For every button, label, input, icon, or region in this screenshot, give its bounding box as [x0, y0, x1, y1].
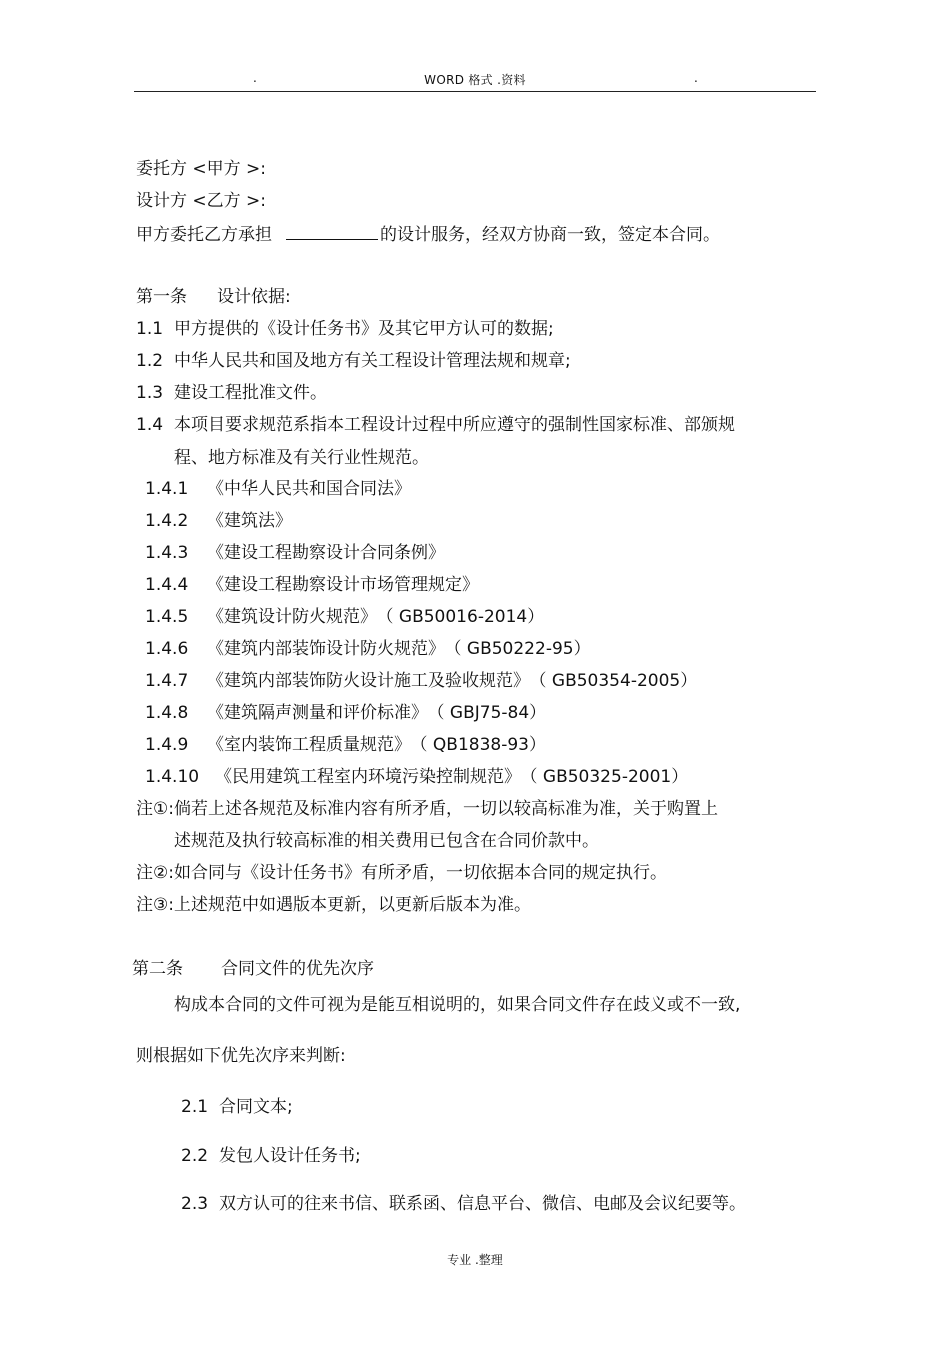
standard-item [145, 766, 688, 788]
item-text: 双方认可的往来书信、联系函、信息平台、微信、电邮及会议纪要等。 [219, 1194, 746, 1214]
list-item [181, 1096, 293, 1118]
standard-item [145, 510, 292, 532]
item-number: 2.3 [181, 1194, 209, 1214]
article1-heading [136, 286, 291, 308]
list-item [136, 350, 571, 372]
note-text: 上述规范中如遇版本更新，以更新后版本为准。 [173, 895, 531, 915]
list-item [181, 1145, 361, 1167]
standard-item [145, 734, 546, 756]
standard-item [145, 670, 697, 692]
list-item [136, 414, 735, 436]
note-text: 倘若上述各规范及标准内容有所矛盾，一切以较高标准为准，关于购置上 [173, 799, 718, 819]
client-line: 委托方 <甲方 >: [136, 159, 267, 179]
standard-item [145, 638, 591, 660]
standard-name: 《建筑内部装饰设计防火规范》 [207, 639, 445, 659]
article2-label: 第二条 [132, 959, 183, 979]
standard-number: 1.4.9 [145, 735, 189, 755]
standard-name: 《室内装饰工程质量规范》 [207, 735, 411, 755]
standard-name: 《建筑法》 [207, 511, 292, 531]
standard-name: 《民用建筑工程室内环境污染控制规范》 [215, 767, 521, 787]
article2-title: 合同文件的优先次序 [221, 959, 374, 979]
intro-suffix: 的设计服务，经双方协商一致，签定本合同。 [380, 225, 720, 245]
article2-paragraph-cont: 则根据如下优先次序来判断: [136, 1046, 346, 1066]
standard-name: 《建设工程勘察设计市场管理规定》 [207, 575, 479, 595]
item-text: 甲方提供的《设计任务书》及其它甲方认可的数据; [174, 319, 554, 339]
list-item [136, 318, 554, 340]
note-label: 注③: [136, 895, 174, 915]
item-continuation: 程、地方标准及有关行业性规范。 [174, 448, 429, 468]
note-label: 注②: [136, 863, 174, 883]
standard-item [145, 478, 411, 500]
list-item [181, 1193, 746, 1215]
standard-name: 《建筑隔声测量和评价标准》 [207, 703, 428, 723]
standard-code: （ GB50222-95） [453, 639, 591, 659]
standard-item [145, 702, 546, 724]
item-number: 1.2 [136, 351, 164, 371]
standard-item [145, 574, 479, 596]
note-item [136, 894, 531, 916]
header-right-mark: . [694, 71, 698, 85]
header-rule [134, 91, 816, 92]
item-number: 1.3 [136, 383, 164, 403]
note-label: 注①: [136, 799, 174, 819]
item-text: 发包人设计任务书; [219, 1146, 361, 1166]
item-number: 2.1 [181, 1097, 209, 1117]
item-text: 本项目要求规范系指本工程设计过程中所应遵守的强制性国家标准、部颁规 [174, 415, 735, 435]
standard-name: 《建设工程勘察设计合同条例》 [207, 543, 445, 563]
page-footer: 专业 .整理 [447, 1253, 503, 1267]
standard-number: 1.4.3 [145, 543, 189, 563]
intro-line [136, 224, 720, 246]
standard-code: （ GB50325-2001） [529, 767, 689, 787]
standard-number: 1.4.8 [145, 703, 189, 723]
note-text: 如合同与《设计任务书》有所矛盾，一切依据本合同的规定执行。 [173, 863, 667, 883]
standard-number: 1.4.10 [145, 767, 200, 787]
standard-number: 1.4.6 [145, 639, 189, 659]
intro-blank [286, 225, 378, 240]
article2-paragraph: 构成本合同的文件可视为是能互相说明的，如果合同文件存在歧义或不一致, [174, 995, 741, 1015]
standard-name: 《中华人民共和国合同法》 [207, 479, 411, 499]
item-number: 1.1 [136, 319, 164, 339]
list-item [136, 382, 327, 404]
standard-number: 1.4.5 [145, 607, 189, 627]
standard-code: （ GBJ75-84） [436, 703, 547, 723]
standard-number: 1.4.4 [145, 575, 189, 595]
note-item [136, 798, 718, 820]
intro-prefix: 甲方委托乙方承担 [136, 225, 272, 245]
note-continuation: 述规范及执行较高标准的相关费用已包含在合同价款中。 [174, 831, 599, 851]
standard-code: （ GB50354-2005） [538, 671, 698, 691]
item-text: 合同文本; [219, 1097, 293, 1117]
header-title: WORD 格式 .资料 [424, 73, 526, 87]
article1-label: 第一条 [136, 287, 187, 307]
standard-code: （ QB1838-93） [419, 735, 546, 755]
standard-item [145, 542, 445, 564]
standard-number: 1.4.1 [145, 479, 189, 499]
article1-title: 设计依据: [217, 287, 291, 307]
designer-line: 设计方 <乙方 >: [136, 191, 267, 211]
item-number: 1.4 [136, 415, 164, 435]
note-item [136, 862, 667, 884]
header-left-mark: . [253, 71, 257, 85]
standard-name: 《建筑设计防火规范》 [207, 607, 377, 627]
standard-code: （ GB50016-2014） [385, 607, 545, 627]
standard-number: 1.4.2 [145, 511, 189, 531]
item-number: 2.2 [181, 1146, 209, 1166]
standard-number: 1.4.7 [145, 671, 189, 691]
item-text: 建设工程批准文件。 [174, 383, 327, 403]
item-text: 中华人民共和国及地方有关工程设计管理法规和规章; [174, 351, 571, 371]
standard-item [145, 606, 544, 628]
standard-name: 《建筑内部装饰防火设计施工及验收规范》 [207, 671, 530, 691]
article2-heading [132, 958, 374, 980]
